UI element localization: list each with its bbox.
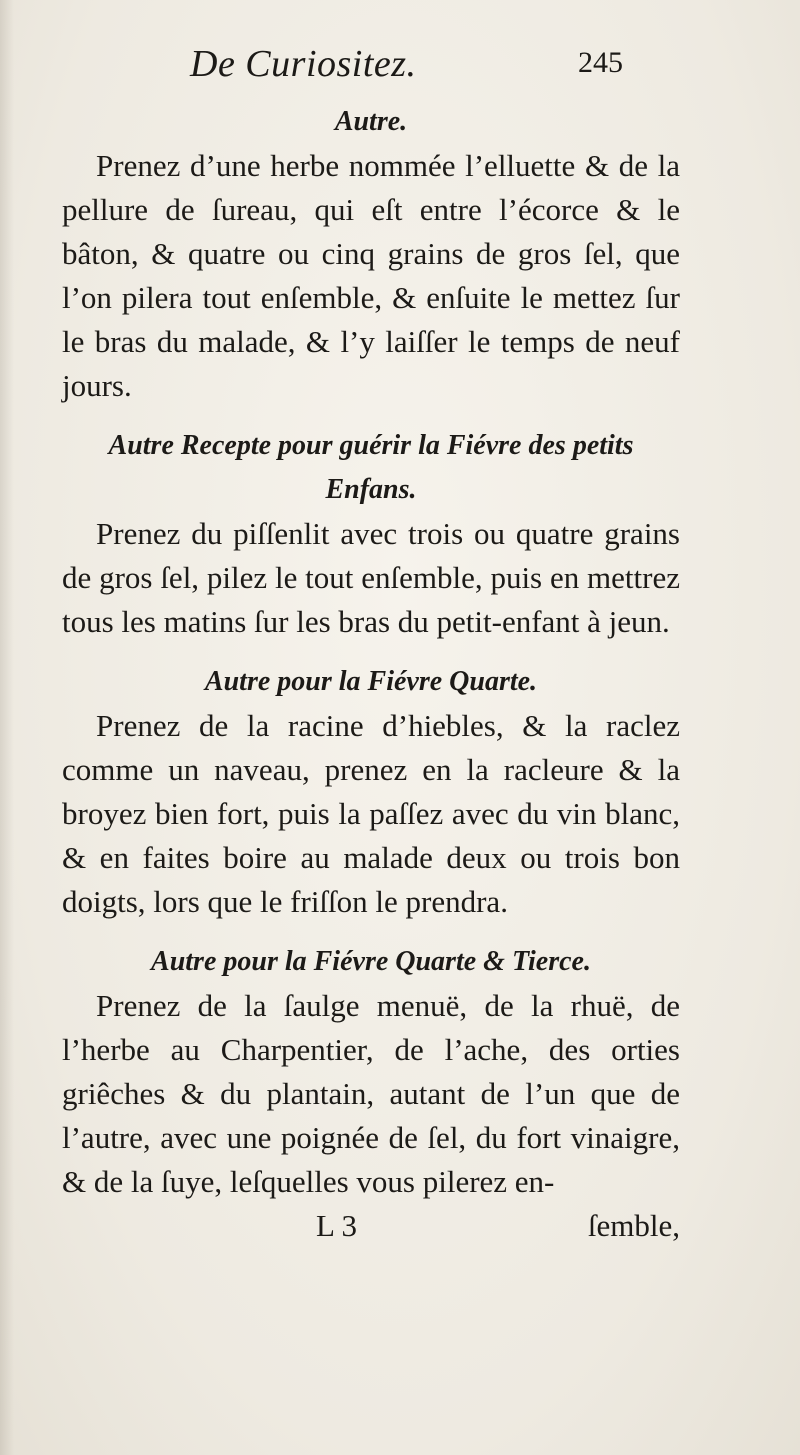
section-heading: Autre pour la Fiévre Quarte.	[204, 666, 538, 697]
catchword: ſemble,	[587, 1208, 680, 1243]
section-paragraph: Prenez d’une herbe nommée l’elluette & de la pellure de ſureau, qui eſt entre l’écorce & le bâton, & quatre ou cinq grains de gros ſel, que l’on pilera tout enſemble, & enſuite le mettez ſur le bras du malade, & l’y laiſſer le temps de neuf jours.	[62, 148, 680, 403]
page-body	[62, 100, 680, 1248]
page-footer	[62, 1204, 680, 1248]
section-heading: Autre pour la Fiévre Quarte & Tierce.	[151, 946, 591, 977]
page-gutter-shadow	[0, 0, 14, 1455]
section-heading: Autre.	[334, 106, 408, 137]
section-paragraph: Prenez du piſſenlit avec trois ou quatre grains de gros ſel, pilez le tout enſemble, puis en mettrez tous les matins ſur les bras du petit-enfant à jeun.	[62, 516, 680, 639]
section-heading: Autre Recepte pour guérir la Fiévre des petits Enfans.	[108, 430, 634, 505]
running-head-title: De Curiositez.	[190, 43, 417, 85]
section-paragraph: Prenez de la racine d’hiebles, & la raclez comme un naveau, prenez en la racleure & la broyez bien fort, puis la paſſez avec du vin blanc, & en faites boire au malade deux ou trois bon doigts, lors que le friſſon le prendra.	[62, 708, 680, 919]
signature-mark: L 3	[316, 1208, 358, 1243]
section-paragraph: Prenez de la ſaulge menuë, de la rhuë, de l’herbe au Charpentier, de l’ache, des orties griêches & du plantain, autant de l’un que de l’autre, avec une poignée de ſel, du fort vinaigre, & de la ſuye, leſquelles vous pilerez en-	[62, 988, 680, 1199]
running-head	[0, 42, 800, 92]
page-number: 245	[578, 46, 623, 79]
